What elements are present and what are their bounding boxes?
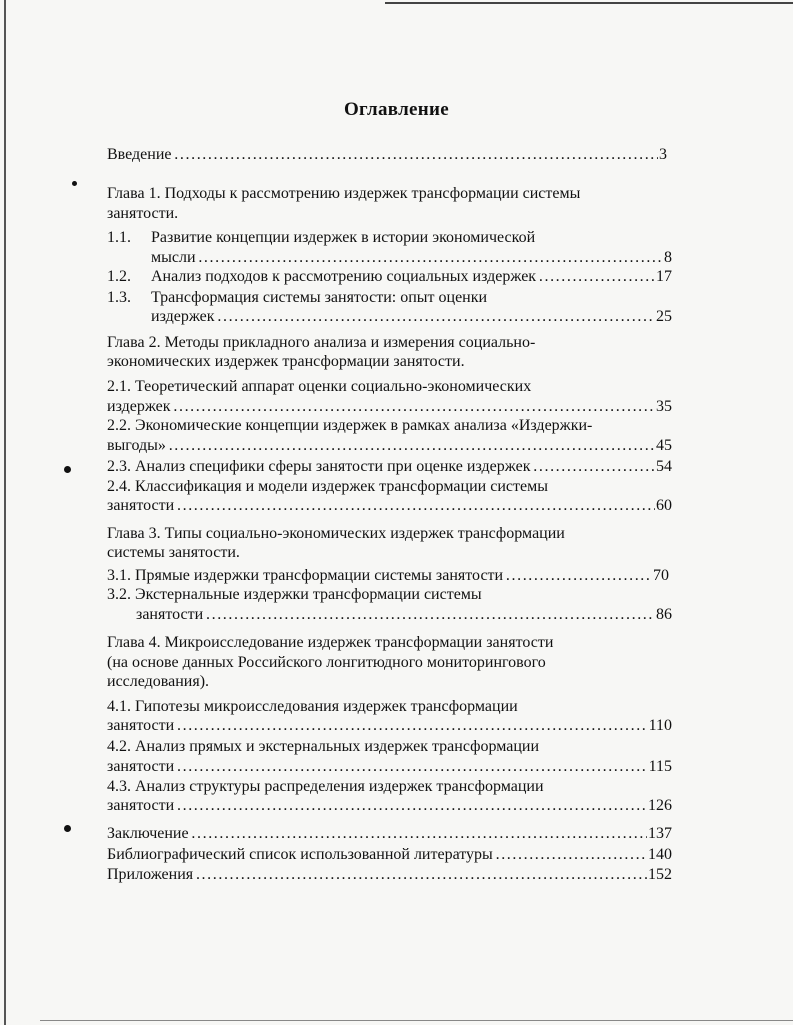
toc-page-number: 152 [648,866,672,883]
toc-page-number: 115 [648,758,672,775]
chapter-heading: Глава 3. Типы социально-экономических издержек трансформации [107,525,565,542]
chapter-heading: Глава 4. Микроисследование издержек трансформации занятости [107,634,554,651]
toc-section [107,457,672,477]
toc-section [107,566,669,586]
section-title: Развитие концепции издержек в истории экономической [151,229,536,246]
toc-section: 2.2. Экономические концепции издержек в рамках анализа «Издержки- [107,417,593,434]
toc-page-number: 86 [656,606,672,623]
section-title: 2.3. Анализ специфики сферы занятости при оценке издержек . . . [107,457,655,477]
chapter-heading: (на основе данных Российского лонгитюдного мониторингового [107,654,546,671]
scan-mark [72,181,77,186]
toc-section [107,228,535,248]
toc-section-cont [151,307,672,327]
chapter-heading: системы занятости. [107,544,240,561]
toc-entry-appendices [107,865,672,885]
toc-page-number: 3 [659,146,667,163]
toc-section [107,267,672,287]
toc-page-number: 126 [648,797,672,814]
toc-section: 4.3. Анализ структуры распределения издержек трансформации [107,778,544,795]
scan-edge-top [385,2,793,4]
toc-page-number: 45 [656,437,672,454]
toc-section-cont [151,248,672,268]
section-title: издержек . . . [107,397,655,417]
toc-page-number: 17 [656,268,672,285]
chapter-heading: исследования). [107,673,210,690]
toc-section-cont [107,716,672,736]
section-number: 1.2. [107,268,131,285]
toc-section: 4.1. Гипотезы микроисследования издержек трансформации [107,698,518,715]
section-title: издержек . . . [151,307,655,327]
toc-entry-label: Приложения . . . [107,865,647,885]
toc-page-number: 25 [656,308,672,325]
section-title: Анализ подходов к рассмотрению социальных издержек [151,268,537,285]
section-title: Трансформация системы занятости: опыт оценки [151,289,488,306]
toc-page-number: 140 [648,846,672,863]
chapter-heading: Глава 1. Подходы к рассмотрению издержек трансформации системы [107,185,581,202]
toc-entry-label: Библиографический список использованной литературы . . . [107,845,647,865]
section-number: 1.3. [107,289,131,306]
chapter-heading: занятости. [107,205,179,222]
page-title: Оглавление [343,99,450,120]
section-number: 1.1. [107,229,131,246]
scan-edge-bottom [40,1020,793,1021]
toc-page-number: 60 [656,497,672,514]
toc-page-number: 137 [648,825,672,842]
toc-entry-label: Заключение . . . [107,824,647,844]
toc-entry-intro [107,145,667,165]
scan-mark [64,466,71,473]
toc-page-number: 70 [653,567,669,584]
toc-section: 2.1. Теоретический аппарат оценки социально-экономических [107,378,532,395]
toc-page-number: 54 [656,458,672,475]
toc-page-number: 35 [656,398,672,415]
toc-section-cont [107,436,672,456]
section-title: 3.1. Прямые издержки трансформации системы занятости . . . [107,566,652,586]
scan-edge-left [4,0,6,1025]
scan-mark [64,825,71,832]
section-title: занятости . . . [107,496,655,516]
toc-entry-conclusion [107,824,672,844]
toc-section-cont [136,605,672,625]
section-title: выгоды» . . . [107,436,655,456]
toc-entry-bibliography [107,845,672,865]
toc-section-cont [107,796,672,816]
toc-section-cont [107,397,672,417]
toc-section: 4.2. Анализ прямых и экстернальных издержек трансформации [107,738,540,755]
section-title: занятости . . . [107,757,648,777]
chapter-heading: Глава 2. Методы прикладного анализа и измерения социально- [107,334,536,351]
toc-section-cont [107,496,672,516]
toc-section-cont [107,757,672,777]
toc-section: 3.2. Экстернальные издержки трансформации системы [107,586,482,603]
section-title: занятости . . . [107,716,648,736]
section-title: занятости . . . [136,605,655,625]
section-title: мысли . . . [151,248,663,268]
toc-page-number: 110 [648,717,672,734]
toc-page-number: 8 [664,249,672,266]
toc-entry-label: Введение . . . [107,145,658,165]
chapter-heading: экономических издержек трансформации занятости. [107,353,465,370]
toc-section [107,288,487,308]
toc-section: 2.4. Классификация и модели издержек трансформации системы [107,478,548,495]
section-title: занятости . . . [107,796,647,816]
